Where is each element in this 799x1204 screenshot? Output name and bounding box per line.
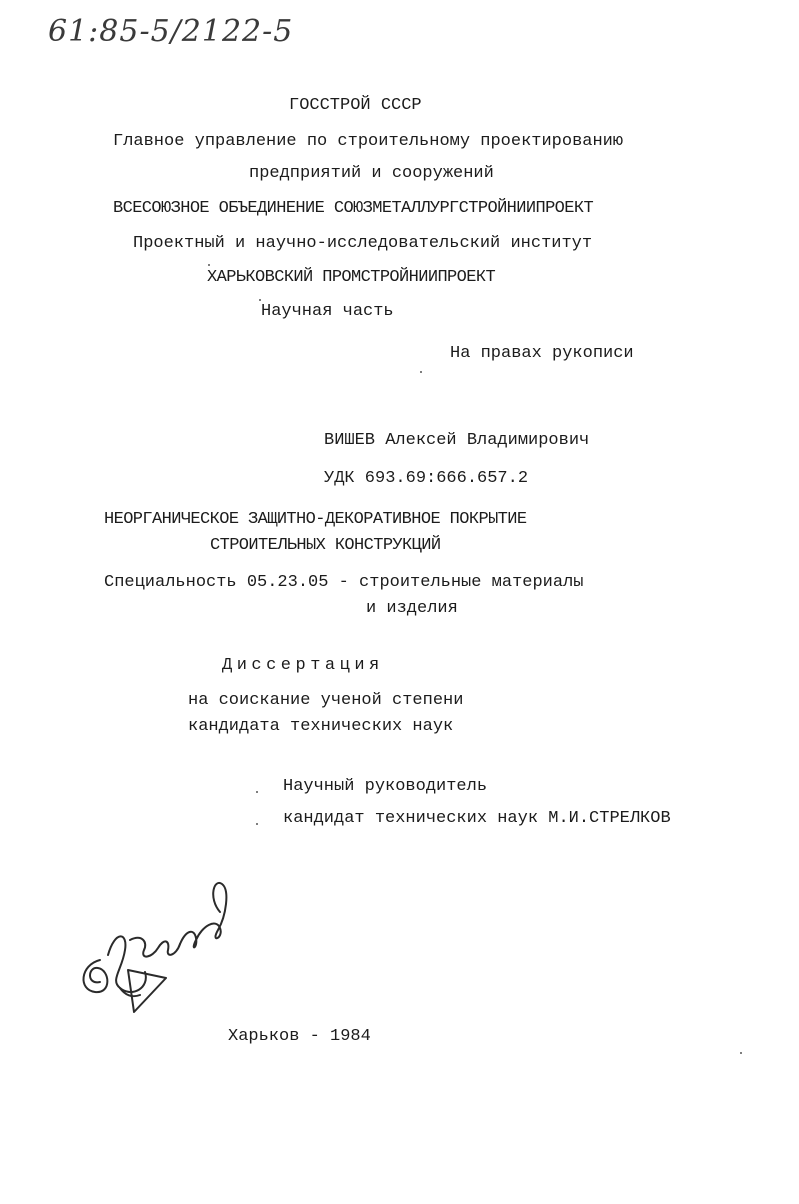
org-union: ВСЕСОЮЗНОЕ ОБЪЕДИНЕНИЕ СОЮЗМЕТАЛЛУРГСТРОЙНИИПРОЕКТ [113,199,594,218]
org-scientific-part: Научная часть [261,302,394,321]
author-name: ВИШЕВ Алексей Владимирович [324,431,590,450]
scan-speck [256,823,258,825]
scan-speck [740,1052,742,1054]
manuscript-rights: На правах рукописи [450,344,634,363]
dissertation-label: Диссертация [222,656,384,675]
scan-speck [256,791,258,793]
handwritten-signature [70,870,250,1020]
archive-mark: 61:85-5/2122-5 [48,14,294,49]
org-gosstroy: ГОССТРОЙ СССР [289,96,422,115]
dissertation-degree-line2: кандидата технических наук [188,717,454,736]
place-year: Харьков - 1984 [228,1027,371,1046]
title-line2: СТРОИТЕЛЬНЫХ КОНСТРУКЦИЙ [210,536,441,555]
title-line1: НЕОРГАНИЧЕСКОЕ ЗАЩИТНО-ДЕКОРАТИВНОЕ ПОКРЫТИЕ [104,510,527,529]
scan-speck [208,264,210,266]
supervisor-label: Научный руководитель [283,777,488,796]
scan-speck [259,299,261,301]
org-main-directorate-line2: предприятий и сооружений [249,164,494,183]
supervisor-name: кандидат технических наук М.И.СТРЕЛКОВ [283,809,671,828]
specialty-line1: Специальность 05.23.05 - строительные материалы [104,573,584,592]
scan-speck [420,371,422,373]
org-main-directorate-line1: Главное управление по строительному проектированию [113,132,624,151]
specialty-line2: и изделия [366,599,458,618]
org-kharkov-institute: ХАРЬКОВСКИЙ ПРОМСТРОЙНИИПРОЕКТ [207,268,496,287]
dissertation-degree-line1: на соискание ученой степени [188,691,464,710]
org-institute: Проектный и научно-исследовательский институт [133,234,593,253]
udk-code: УДК 693.69:666.657.2 [324,469,529,488]
